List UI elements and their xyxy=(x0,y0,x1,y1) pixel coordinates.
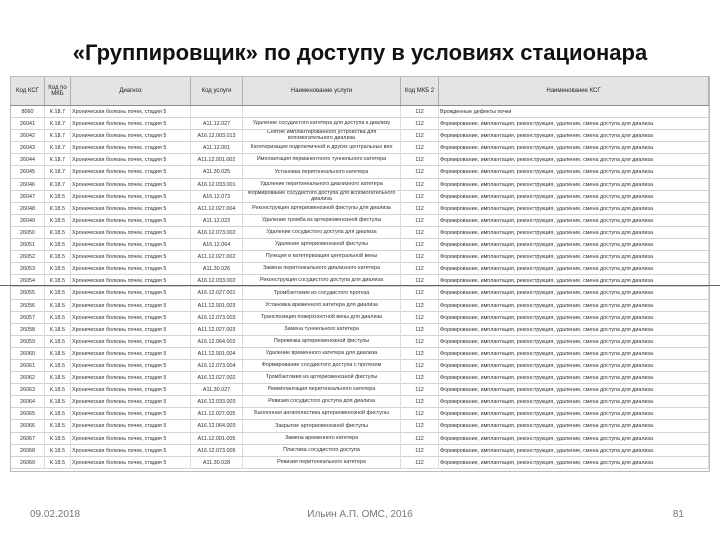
table-cell: 26053 xyxy=(11,263,45,275)
table-cell: К.18.7 xyxy=(45,130,71,142)
table-cell: Формирование, имплантация, реконструкция, удаление, смена доступа для диализа xyxy=(439,239,709,251)
table-cell: 112 xyxy=(401,203,439,215)
table-cell: 26068 xyxy=(11,445,45,457)
table-cell: Хроническая болезнь почек, стадия 5 xyxy=(71,433,191,445)
table-cell: Формирование, имплантация, реконструкция, удаление, смена доступа для диализа xyxy=(439,396,709,408)
table-cell: Формирование, имплантация, реконструкция, удаление, смена доступа для диализа xyxy=(439,433,709,445)
column-header: Код КСГ xyxy=(11,77,45,105)
table-cell: 26050 xyxy=(11,227,45,239)
table-row xyxy=(11,408,709,420)
table-cell: 26059 xyxy=(11,336,45,348)
table-cell: Снятие имплантированного устройства для вспомогательного диализа xyxy=(243,130,401,142)
table-cell: Формирование, имплантация, реконструкция, удаление, смена доступа для диализа xyxy=(439,179,709,191)
table-cell: Хроническая болезнь почек, стадия 5 xyxy=(71,384,191,396)
red-divider-line xyxy=(0,285,720,286)
table-cell: 26062 xyxy=(11,372,45,384)
table-cell: 26043 xyxy=(11,142,45,154)
table-cell: К.18.5 xyxy=(45,396,71,408)
table-cell: К.18.5 xyxy=(45,300,71,312)
table-cell: Формирование, имплантация, реконструкция, удаление, смена доступа для диализа xyxy=(439,408,709,420)
table-cell: 112 xyxy=(401,396,439,408)
table-row xyxy=(11,457,709,469)
table-row xyxy=(11,179,709,191)
table-cell: К.18.5 xyxy=(45,433,71,445)
table-cell: 112 xyxy=(401,251,439,263)
table-cell: А11.30.025 xyxy=(191,166,243,178)
table-cell: Ревизия сосудистого доступа для диализа xyxy=(243,396,401,408)
table-cell: Формирование, имплантация, реконструкция, удаление, смена доступа для диализа xyxy=(439,384,709,396)
table-cell: Хроническая болезнь почек, стадия 5 xyxy=(71,191,191,203)
table-cell: К.18.5 xyxy=(45,239,71,251)
table-row xyxy=(11,372,709,384)
table-cell: Формирование сосудистого доступа для вспомогательного диализа xyxy=(243,191,401,203)
table-cell: Реконструкция сосудистого доступа для диализа xyxy=(243,275,401,287)
table-cell: 26047 xyxy=(11,191,45,203)
table-cell: 26048 xyxy=(11,203,45,215)
table-cell: А16.12.064.003 xyxy=(191,420,243,432)
table-cell: Хроническая болезнь почек, стадия 5 xyxy=(71,396,191,408)
table-cell: 112 xyxy=(401,142,439,154)
table-cell: Формирование, имплантация, реконструкция, удаление, смена доступа для диализа xyxy=(439,166,709,178)
table-cell: 112 xyxy=(401,130,439,142)
table-cell: Замена временного катетера xyxy=(243,433,401,445)
table-cell: К.18.5 xyxy=(45,348,71,360)
table-row xyxy=(11,396,709,408)
table-cell: К.18.5 xyxy=(45,360,71,372)
table-cell: Хроническая болезнь почек, стадия 5 xyxy=(71,251,191,263)
table-row xyxy=(11,118,709,130)
table-cell: Установка временного катетера для диализа xyxy=(243,300,401,312)
table-cell: Удаление сосудистого катетера для доступа к диализу xyxy=(243,118,401,130)
table-cell: Формирование, имплантация, реконструкция, удаление, смена доступа для диализа xyxy=(439,300,709,312)
table-cell: Реконструкция артериовенозной фистулы для диализа xyxy=(243,203,401,215)
table-cell: 112 xyxy=(401,166,439,178)
table-cell: 26054 xyxy=(11,275,45,287)
table-cell: Ревизия перитонеального катетера xyxy=(243,457,401,469)
table-cell: А16.12.033.001 xyxy=(191,179,243,191)
table-row xyxy=(11,191,709,203)
page-number: 81 xyxy=(672,509,684,520)
table-cell: 112 xyxy=(401,263,439,275)
table-cell: К.18.5 xyxy=(45,336,71,348)
table-cell: К.18.5 xyxy=(45,203,71,215)
table-cell: Хроническая болезнь почек, стадия 5 xyxy=(71,408,191,420)
table-cell: Формирование, имплантация, реконструкция, удаление, смена доступа для диализа xyxy=(439,348,709,360)
table-cell: К.18.5 xyxy=(45,263,71,275)
table-cell: А16.12.073.003 xyxy=(191,312,243,324)
table-cell: Имплантация перманентного туннельного катетера xyxy=(243,154,401,166)
table-cell: Формирование, имплантация, реконструкция, удаление, смена доступа для диализа xyxy=(439,191,709,203)
table-cell: Хроническая болезнь почек, стадия 5 xyxy=(71,215,191,227)
table-cell: К.18.5 xyxy=(45,324,71,336)
table-body xyxy=(11,106,709,469)
table-cell: Тромбэктомия из сосудистого протеза xyxy=(243,287,401,299)
table-cell: 112 xyxy=(401,106,439,118)
table-cell: К.18.5 xyxy=(45,287,71,299)
table-cell: 112 xyxy=(401,154,439,166)
table-cell: Удаление сосудистого доступа для диализа xyxy=(243,227,401,239)
table-cell: К.18.7 xyxy=(45,142,71,154)
table-cell: Хроническая болезнь почек, стадия 5 xyxy=(71,203,191,215)
table-cell: А11.30.026 xyxy=(191,263,243,275)
table-row xyxy=(11,336,709,348)
table-cell: А16.12.027.001 xyxy=(191,287,243,299)
table-cell: Хроническая болезнь почек, стадия 5 xyxy=(71,372,191,384)
table-cell: К.18.5 xyxy=(45,251,71,263)
table-cell: Формирование, имплантация, реконструкция, удаление, смена доступа для диализа xyxy=(439,420,709,432)
table-cell: Закрытие артериовенозной фистулы xyxy=(243,420,401,432)
table-cell: Хроническая болезнь почек, стадия 5 xyxy=(71,179,191,191)
table-cell: Формирование, имплантация, реконструкция, удаление, смена доступа для диализа xyxy=(439,154,709,166)
table-cell: А11.30.028 xyxy=(191,457,243,469)
table-cell: Хроническая болезнь почек, стадия 5 xyxy=(71,324,191,336)
table-cell: 26067 xyxy=(11,433,45,445)
table-cell: 26041 xyxy=(11,118,45,130)
column-header: Диагноз xyxy=(71,77,191,105)
table-cell: К.18.7 xyxy=(45,154,71,166)
table-cell: Перевязка артериовенозной фистулы xyxy=(243,336,401,348)
table-cell: 26045 xyxy=(11,166,45,178)
table-cell: 26058 xyxy=(11,324,45,336)
table-cell: А11.12.001.002 xyxy=(191,154,243,166)
table-row xyxy=(11,324,709,336)
table-cell: 112 xyxy=(401,433,439,445)
table-cell: А11.12.001 xyxy=(191,142,243,154)
table-cell: Катетеризация подключичной и других центральных вен xyxy=(243,142,401,154)
table-cell: Удаление тромба из артериовенозной фистулы xyxy=(243,215,401,227)
table-cell: Транспозиция поверхностной вены для диализа xyxy=(243,312,401,324)
table-cell: Формирование, имплантация, реконструкция, удаление, смена доступа для диализа xyxy=(439,336,709,348)
table-cell: Тромбэктомия из артериовенозной фистулы xyxy=(243,372,401,384)
table-cell: А11.12.027 xyxy=(191,118,243,130)
table-cell: 26051 xyxy=(11,239,45,251)
table-cell: Формирование, имплантация, реконструкция, удаление, смена доступа для диализа xyxy=(439,275,709,287)
table-cell: К.18.7 xyxy=(45,118,71,130)
table-row xyxy=(11,287,709,299)
table-cell: Формирование, имплантация, реконструкция, удаление, смена доступа для диализа xyxy=(439,227,709,239)
table-row xyxy=(11,166,709,178)
grouper-table xyxy=(10,76,710,472)
table-cell: Хроническая болезнь почек, стадия 5 xyxy=(71,336,191,348)
table-cell: А16.12.033.003 xyxy=(191,396,243,408)
table-cell: Формирование, имплантация, реконструкция, удаление, смена доступа для диализа xyxy=(439,263,709,275)
table-cell: Формирование, имплантация, реконструкция, удаление, смена доступа для диализа xyxy=(439,312,709,324)
table-cell: К.18.5 xyxy=(45,191,71,203)
table-cell: К.18.5 xyxy=(45,312,71,324)
table-cell: 112 xyxy=(401,445,439,457)
table-cell: А11.12.001.004 xyxy=(191,348,243,360)
table-cell: К.18.5 xyxy=(45,408,71,420)
table-cell: 112 xyxy=(401,384,439,396)
table-cell: 112 xyxy=(401,457,439,469)
table-row xyxy=(11,106,709,118)
table-cell: 112 xyxy=(401,287,439,299)
table-cell: 26056 xyxy=(11,300,45,312)
table-cell: Хроническая болезнь почек, стадия 5 xyxy=(71,420,191,432)
table-cell: Хроническая болезнь почек, стадия 5 xyxy=(71,263,191,275)
table-cell: К.18.7 xyxy=(45,106,71,118)
table-cell: А11.30.027 xyxy=(191,384,243,396)
table-cell: 112 xyxy=(401,408,439,420)
table-cell: 112 xyxy=(401,179,439,191)
column-header: Наименование услуги xyxy=(243,77,401,105)
table-cell: Хроническая болезнь почек, стадия 5 xyxy=(71,275,191,287)
table-cell: К.18.7 xyxy=(45,179,71,191)
table-cell: Замена туннельного катетера xyxy=(243,324,401,336)
table-cell: 112 xyxy=(401,420,439,432)
table-cell: Баллонная ангиопластика артериовенозной фистулы xyxy=(243,408,401,420)
table-row xyxy=(11,300,709,312)
column-header: Код услуги xyxy=(191,77,243,105)
table-cell: Хроническая болезнь почек, стадия 5 xyxy=(71,154,191,166)
table-cell: 112 xyxy=(401,118,439,130)
table-cell: 112 xyxy=(401,348,439,360)
table-cell: 26049 xyxy=(11,215,45,227)
table-cell: Формирование, имплантация, реконструкция, удаление, смена доступа для диализа xyxy=(439,372,709,384)
table-cell: 26044 xyxy=(11,154,45,166)
column-header: Наименование КСГ xyxy=(439,77,709,105)
table-cell: Установка перитонеального катетера xyxy=(243,166,401,178)
table-cell: Формирование, имплантация, реконструкция, удаление, смена доступа для диализа xyxy=(439,287,709,299)
table-cell: Хроническая болезнь почек, стадия 5 xyxy=(71,300,191,312)
table-row xyxy=(11,263,709,275)
table-cell: 112 xyxy=(401,191,439,203)
table-cell: 26046 xyxy=(11,179,45,191)
table-cell: Формирование, имплантация, реконструкция, удаление, смена доступа для диализа xyxy=(439,203,709,215)
table-cell: А16.12.064.002 xyxy=(191,336,243,348)
table-cell: Удаление временного катетера для диализа xyxy=(243,348,401,360)
table-cell: Врожденные дефекты почки xyxy=(439,106,709,118)
table-cell: 112 xyxy=(401,372,439,384)
table-cell: Формирование, имплантация, реконструкция, удаление, смена доступа для диализа xyxy=(439,251,709,263)
table-cell: Хроническая болезнь почек, стадия 5 xyxy=(71,118,191,130)
footer-center-text: Ильин А.П. ОМС, 2016 xyxy=(307,509,413,520)
table-cell: Хроническая болезнь почек, стадия 5 xyxy=(71,106,191,118)
slide-title: «Группировщик» по доступу в условиях стационара xyxy=(72,40,648,65)
table-cell: Формирование, имплантация, реконструкция, удаление, смена доступа для диализа xyxy=(439,360,709,372)
table-cell: А11.12.027.005 xyxy=(191,408,243,420)
table-cell: А16.12.073 xyxy=(191,191,243,203)
table-cell: К.18.5 xyxy=(45,227,71,239)
table-row xyxy=(11,312,709,324)
table-cell: Удаление перитонеального диализного катетера xyxy=(243,179,401,191)
table-cell: А11.12.023 xyxy=(191,215,243,227)
table-cell xyxy=(243,106,401,118)
table-cell: 112 xyxy=(401,215,439,227)
table-row xyxy=(11,445,709,457)
table-cell: Формирование, имплантация, реконструкция, удаление, смена доступа для диализа xyxy=(439,118,709,130)
table-cell: 112 xyxy=(401,275,439,287)
table-cell: К.18.5 xyxy=(45,275,71,287)
table-cell: А16.12.073.004 xyxy=(191,360,243,372)
table-row xyxy=(11,154,709,166)
table-cell: 26065 xyxy=(11,408,45,420)
table-row xyxy=(11,433,709,445)
table-cell: 26069 xyxy=(11,457,45,469)
table-cell: 112 xyxy=(401,336,439,348)
table-cell: К.18.5 xyxy=(45,372,71,384)
table-row xyxy=(11,384,709,396)
table-row xyxy=(11,203,709,215)
table-cell: А16.12.064 xyxy=(191,239,243,251)
table-cell: Хроническая болезнь почек, стадия 5 xyxy=(71,360,191,372)
table-cell: 26055 xyxy=(11,287,45,299)
table-cell: Хроническая болезнь почек, стадия 5 xyxy=(71,166,191,178)
table-cell: Формирование сосудистого доступа с протезом xyxy=(243,360,401,372)
table-cell: Хроническая болезнь почек, стадия 5 xyxy=(71,457,191,469)
table-cell: 8060 xyxy=(11,106,45,118)
table-cell: А16.12.003.013 xyxy=(191,130,243,142)
table-cell: 26066 xyxy=(11,420,45,432)
table-cell: Пункция и катетеризация центральной вены xyxy=(243,251,401,263)
table-row xyxy=(11,142,709,154)
table-cell: Формирование, имплантация, реконструкция, удаление, смена доступа для диализа xyxy=(439,457,709,469)
table-row xyxy=(11,215,709,227)
table-cell: Хроническая болезнь почек, стадия 5 xyxy=(71,227,191,239)
table-cell: Формирование, имплантация, реконструкция, удаление, смена доступа для диализа xyxy=(439,215,709,227)
table-cell: К.18.5 xyxy=(45,457,71,469)
table-cell: 112 xyxy=(401,239,439,251)
table-cell: А16.12.073.005 xyxy=(191,445,243,457)
table-cell: Хроническая болезнь почек, стадия 5 xyxy=(71,312,191,324)
table-cell: 26057 xyxy=(11,312,45,324)
table-cell: А16.12.073.002 xyxy=(191,227,243,239)
table-cell xyxy=(191,106,243,118)
table-cell: 112 xyxy=(401,300,439,312)
table-cell: Замена перитонеального диализного катетера xyxy=(243,263,401,275)
table-cell: К.18.7 xyxy=(45,166,71,178)
table-cell: Хроническая болезнь почек, стадия 5 xyxy=(71,130,191,142)
table-cell: К.18.5 xyxy=(45,445,71,457)
table-cell: 112 xyxy=(401,312,439,324)
table-cell: Хроническая болезнь почек, стадия 5 xyxy=(71,287,191,299)
table-cell: К.18.5 xyxy=(45,384,71,396)
table-cell: А11.12.027.004 xyxy=(191,203,243,215)
table-row xyxy=(11,227,709,239)
table-cell: А11.12.027.002 xyxy=(191,251,243,263)
table-row xyxy=(11,360,709,372)
table-cell: Хроническая болезнь почек, стадия 5 xyxy=(71,445,191,457)
table-row xyxy=(11,420,709,432)
table-cell: 26061 xyxy=(11,360,45,372)
footer-date: 09.02.2018 xyxy=(30,509,81,520)
table-cell: 112 xyxy=(401,324,439,336)
table-row xyxy=(11,130,709,142)
column-header: Код по МКБ xyxy=(45,77,71,105)
table-cell: 26063 xyxy=(11,384,45,396)
table-cell: А11.12.001.005 xyxy=(191,433,243,445)
table-cell: А16.12.033.002 xyxy=(191,275,243,287)
table-cell: А11.12.001.003 xyxy=(191,300,243,312)
table-cell: Удаление артериовенозной фистулы xyxy=(243,239,401,251)
table-cell: К.18.5 xyxy=(45,420,71,432)
table-cell: 112 xyxy=(401,360,439,372)
table-cell: Хроническая болезнь почек, стадия 5 xyxy=(71,239,191,251)
table-cell: Реимплантация перитонеального катетера xyxy=(243,384,401,396)
table-cell: 112 xyxy=(401,227,439,239)
table-cell: Хроническая болезнь почек, стадия 5 xyxy=(71,348,191,360)
table-header-row xyxy=(11,77,709,106)
table-row xyxy=(11,239,709,251)
table-row xyxy=(11,251,709,263)
table-cell: Формирование, имплантация, реконструкция, удаление, смена доступа для диализа xyxy=(439,324,709,336)
table-cell: К.18.5 xyxy=(45,215,71,227)
table-cell: Хроническая болезнь почек, стадия 5 xyxy=(71,142,191,154)
column-header: Код МКБ 2 xyxy=(401,77,439,105)
table-cell: 26042 xyxy=(11,130,45,142)
table-row xyxy=(11,348,709,360)
table-cell: 26052 xyxy=(11,251,45,263)
table-cell: А16.12.027.002 xyxy=(191,372,243,384)
table-cell: 26064 xyxy=(11,396,45,408)
table-cell: Формирование, имплантация, реконструкция, удаление, смена доступа для диализа xyxy=(439,130,709,142)
table-cell: Формирование, имплантация, реконструкция, удаление, смена доступа для диализа xyxy=(439,445,709,457)
table-cell: 26060 xyxy=(11,348,45,360)
table-cell: Пластика сосудистого доступа xyxy=(243,445,401,457)
table-cell: А11.12.027.003 xyxy=(191,324,243,336)
table-cell: Формирование, имплантация, реконструкция, удаление, смена доступа для диализа xyxy=(439,142,709,154)
